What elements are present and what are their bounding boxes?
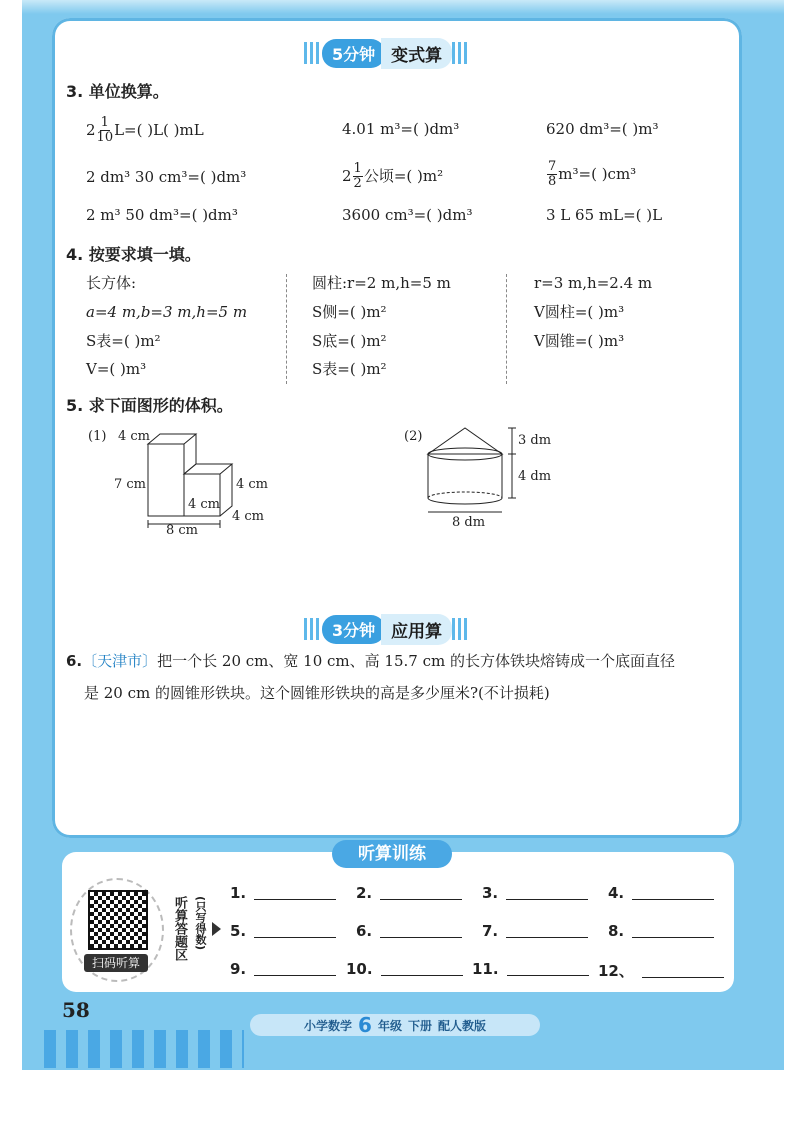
banner-title: 应用算 (381, 614, 452, 645)
q6-line-2: 是 20 cm 的圆锥形铁块。这个圆锥形铁块的高是多少厘米?(不计损耗) (84, 684, 550, 702)
answer-slot-10[interactable] (346, 960, 463, 978)
denominator: 8 (548, 174, 557, 190)
q3-r2b (342, 162, 443, 192)
fig1-top-dim: 4 cm (118, 429, 151, 444)
fig2-cone-height-dim: 3 dm (518, 433, 552, 448)
footer-grade: 6 (358, 1013, 372, 1037)
rest: m³=( )cm³ (558, 164, 637, 183)
answer-num: 7. (482, 922, 499, 940)
footer-decoration (44, 1030, 244, 1068)
answer-line[interactable] (254, 937, 336, 938)
q4-c2-1: S侧=( )m² (312, 303, 387, 321)
answer-slot-9[interactable] (230, 960, 336, 978)
numerator: 1 (100, 115, 109, 130)
q3-r3b: 3600 cm³=( )dm³ (342, 206, 473, 224)
footer-grade-suffix: 年级 (377, 1018, 402, 1033)
arrow-icon (212, 922, 221, 936)
answer-line[interactable] (642, 977, 724, 978)
banner-stripes (304, 42, 322, 64)
answer-slot-8[interactable] (608, 922, 714, 940)
answer-slot-3[interactable] (482, 884, 588, 902)
q4-c1-3: V=( )m³ (86, 360, 147, 378)
section-banner-2 (304, 614, 470, 644)
q4-title: 4. 按要求填一填。 (66, 245, 201, 264)
denominator: 2 (353, 176, 362, 192)
whole: 2 (86, 120, 96, 139)
fig2-cylinder-height-dim: 4 dm (518, 469, 552, 484)
fig1-mid-dim: 4 cm (188, 497, 221, 512)
qr-code-icon[interactable] (88, 890, 148, 950)
answer-slot-12[interactable] (598, 960, 724, 981)
numerator: 7 (548, 159, 557, 174)
fig1-bottom-dim: 8 cm (166, 523, 199, 538)
answer-num: 6. (356, 922, 373, 940)
answer-line[interactable] (381, 975, 463, 976)
fraction (547, 160, 557, 190)
footer-book-info (250, 1014, 540, 1036)
q4-c2-0: 圆柱:r=2 m,h=5 m (312, 274, 451, 292)
denominator: 10 (96, 130, 114, 146)
footer-volume: 下册 (407, 1018, 432, 1033)
answer-num: 2. (356, 884, 373, 902)
q3-r1b: 4.01 m³=( )dm³ (342, 120, 460, 138)
q4-c2-2: S底=( )m² (312, 332, 387, 350)
answer-line[interactable] (254, 975, 336, 976)
answer-line[interactable] (380, 937, 462, 938)
rest: 公顷=( )m² (363, 166, 444, 185)
answer-slot-7[interactable] (482, 922, 588, 940)
answer-slot-11[interactable] (472, 960, 589, 978)
answer-num: 3. (482, 884, 499, 902)
answer-area-note: (只写得数) (194, 896, 207, 951)
page-number: 58 (62, 998, 90, 1022)
answer-num: 1. (230, 884, 247, 902)
q3-r3a: 2 m³ 50 dm³=( )dm³ (86, 206, 238, 224)
answer-num: 9. (230, 960, 247, 978)
q5-title: 5. 求下面图形的体积。 (66, 396, 233, 415)
answer-area-label: 听算答题区 (172, 896, 187, 961)
footer-subject: 小学数学 (304, 1018, 353, 1033)
answer-line[interactable] (507, 975, 589, 976)
fraction (353, 162, 363, 192)
fig1-right-dim-1: 4 cm (236, 477, 269, 492)
answer-num: 11. (472, 960, 499, 978)
q4-c1-1: a=4 m,b=3 m,h=5 m (86, 303, 248, 321)
q3-r2c (546, 160, 636, 190)
listening-title: 听算训练 (332, 840, 452, 868)
banner-time: 3分钟 (322, 615, 385, 644)
q6-text-1: 把一个长 20 cm、宽 10 cm、高 15.7 cm 的长方体铁块熔铸成一个底面直径 (157, 652, 675, 670)
section-banner-1 (304, 38, 470, 68)
column-divider (506, 274, 507, 384)
fig2-diameter-dim: 8 dm (452, 515, 486, 530)
q3-r3c: 3 L 65 mL=( )L (546, 206, 663, 224)
banner-stripes (304, 618, 322, 640)
fraction (97, 116, 114, 146)
answer-slot-5[interactable] (230, 922, 336, 940)
banner-stripes (452, 42, 470, 64)
answer-num: 8. (608, 922, 625, 940)
q6-line-1 (66, 654, 675, 669)
fig1-right-dim-2: 4 cm (232, 509, 265, 524)
answer-num: 5. (230, 922, 247, 940)
q3-title: 3. 单位换算。 (66, 82, 169, 101)
answer-line[interactable] (254, 899, 336, 900)
qr-label: 扫码听算 (84, 954, 148, 972)
answer-slot-2[interactable] (356, 884, 462, 902)
q4-c3-2: V圆锥=( )m³ (534, 332, 625, 350)
banner-stripes (452, 618, 470, 640)
rest: L=( )L( )mL (114, 120, 204, 139)
fig1-label: (1) (88, 429, 107, 444)
footer-edition: 配人教版 (437, 1018, 486, 1033)
answer-num: 10. (346, 960, 373, 978)
fig1-composite-cuboid (140, 430, 240, 530)
answer-line[interactable] (632, 899, 714, 900)
answer-line[interactable] (632, 937, 714, 938)
numerator: 1 (353, 161, 362, 176)
whole: 2 (342, 166, 352, 185)
q3-r1a (86, 116, 204, 146)
answer-slot-1[interactable] (230, 884, 336, 902)
banner-time: 5分钟 (322, 39, 385, 68)
answer-num: 12、 (598, 962, 634, 980)
banner-title: 变式算 (381, 38, 452, 69)
q4-c1-0: 长方体: (86, 274, 137, 292)
answer-line[interactable] (380, 899, 462, 900)
q4-c2-3: S表=( )m² (312, 360, 387, 378)
q4-c3-0: r=3 m,h=2.4 m (534, 274, 653, 292)
answer-slot-6[interactable] (356, 922, 462, 940)
answer-line[interactable] (506, 937, 588, 938)
column-divider (286, 274, 287, 384)
q3-r1c: 620 dm³=( )m³ (546, 120, 659, 138)
fig2-cylinder-with-cone (420, 420, 520, 530)
fig2-label: (2) (404, 429, 423, 444)
answer-num: 4. (608, 884, 625, 902)
q3-r2a: 2 dm³ 30 cm³=( )dm³ (86, 168, 247, 186)
q4-c1-2: S表=( )m² (86, 332, 161, 350)
fig1-height-dim: 7 cm (114, 477, 147, 492)
q6-number: 6. (66, 652, 83, 670)
answer-line[interactable] (506, 899, 588, 900)
q4-c3-1: V圆柱=( )m³ (534, 303, 625, 321)
q6-source-tag: 〔天津市〕 (82, 652, 158, 670)
answer-slot-4[interactable] (608, 884, 714, 902)
